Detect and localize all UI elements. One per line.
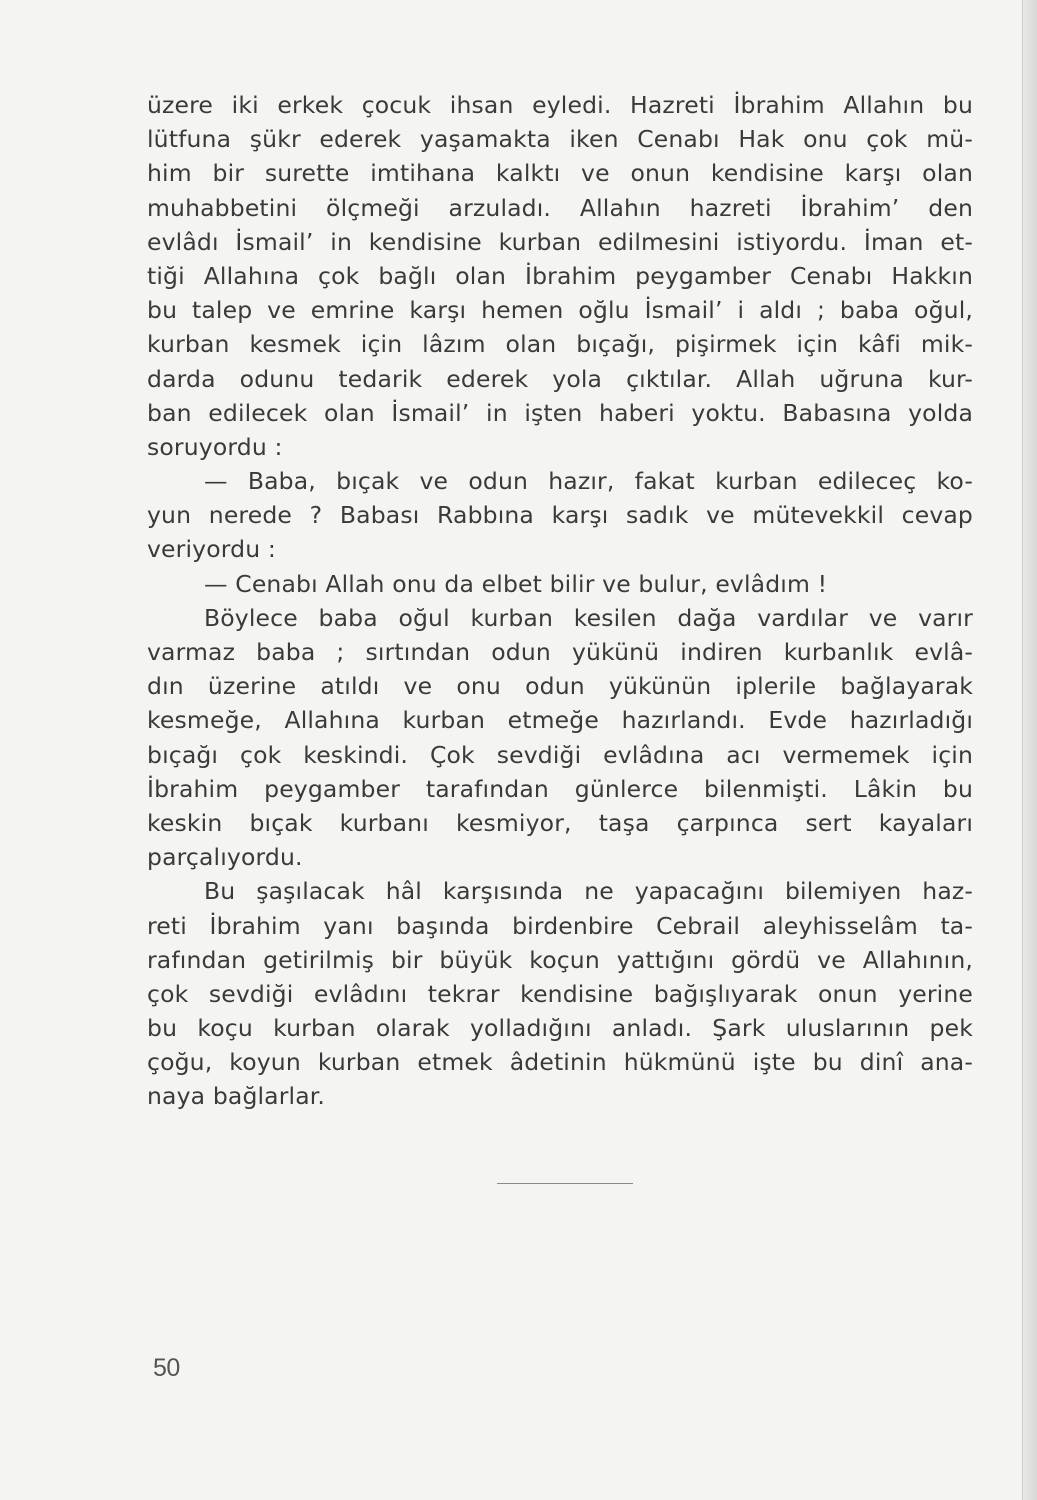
text-line: varmaz baba ; sırtından odun yükünü indiren kurbanlık evlâ- bbox=[147, 638, 973, 666]
text-line: bu koçu kurban olarak yolladığını anladı. Şark uluslarının pek bbox=[147, 1014, 973, 1043]
text-line: tiği Allahına çok bağlı olan İbrahim peygamber Cenabı Hakkın bbox=[147, 261, 973, 290]
text-line: ban edilecek olan İsmail’ in işten haberi yoktu. Babasına yolda bbox=[147, 398, 973, 427]
text-line: darda odunu tedarik ederek yola çıktılar. Allah uğruna kur- bbox=[147, 364, 973, 393]
text-line: bu talep ve emrine karşı hemen oğlu İsmail’ i aldı ; baba oğul, bbox=[147, 296, 973, 325]
text-line: bıçağı çok keskindi. Çok sevdiği evlâdına acı vermemek için bbox=[147, 740, 973, 769]
page-edge bbox=[1022, 0, 1037, 1500]
text-line: dın üzerine atıldı ve onu odun yükünün iplerile bağlayarak bbox=[147, 672, 973, 701]
text-line: İbrahim peygamber tarafından günlerce bilenmişti. Lâkin bu bbox=[147, 774, 973, 803]
text-line: yun nerede ? Babası Rabbına karşı sadık ve mütevekkil cevap bbox=[147, 501, 973, 530]
paragraph-start-line: Bu şaşılacak hâl karşısında ne yapacağını bilemiyen haz- bbox=[204, 877, 973, 906]
text-line: rafından getirilmiş bir büyük koçun yattığını gördü ve Allahının, bbox=[147, 945, 973, 974]
text-line: reti İbrahim yanı başında birdenbire Cebrail aleyhisselâm ta- bbox=[147, 911, 973, 940]
paragraph-start-line: Böylece baba oğul kurban kesilen dağa vardılar ve varır bbox=[204, 603, 973, 632]
section-divider bbox=[497, 1183, 633, 1184]
text-line: muhabbetini ölçmeği arzuladı. Allahın hazreti İbrahim’ den bbox=[147, 193, 973, 222]
text-line: evlâdı İsmail’ in kendisine kurban edilmesini istiyordu. İman et- bbox=[147, 227, 973, 256]
text-line: him bir surette imtihana kalktı ve onun kendisine karşı olan bbox=[147, 159, 973, 188]
body-text bbox=[147, 88, 973, 1114]
text-line: lütfuna şükr ederek yaşamakta iken Cenabı Hak onu çok mü- bbox=[147, 125, 973, 154]
text-line: üzere iki erkek çocuk ihsan eyledi. Hazreti İbrahim Allahın bu bbox=[147, 91, 973, 119]
text-line: kesmeğe, Allahına kurban etmeğe hazırlandı. Evde hazırladığı bbox=[147, 706, 973, 735]
dialogue-line: — Baba, bıçak ve odun hazır, fakat kurban edileceç ko- bbox=[204, 467, 973, 496]
text-line: çoğu, koyun kurban etmek âdetinin hükmünü işte bu dinî ana- bbox=[147, 1048, 973, 1077]
text-line: kurban kesmek için lâzım olan bıçağı, pişirmek için kâfi mik- bbox=[147, 330, 973, 359]
text-line: naya bağlarlar. bbox=[147, 1082, 326, 1111]
text-line: keskin bıçak kurbanı kesmiyor, taşa çarpınca sert kayaları bbox=[147, 808, 973, 837]
page-number: 50 bbox=[153, 1354, 180, 1382]
text-line: soruyordu : bbox=[147, 432, 283, 461]
text-line: parçalıyordu. bbox=[147, 843, 303, 872]
text-line: veriyordu : bbox=[147, 535, 276, 564]
text-line: çok sevdiği evlâdını tekrar kendisine bağışlıyarak onun yerine bbox=[147, 979, 973, 1008]
dialogue-line: — Cenabı Allah onu da elbet bilir ve bulur, evlâdım ! bbox=[204, 569, 828, 598]
